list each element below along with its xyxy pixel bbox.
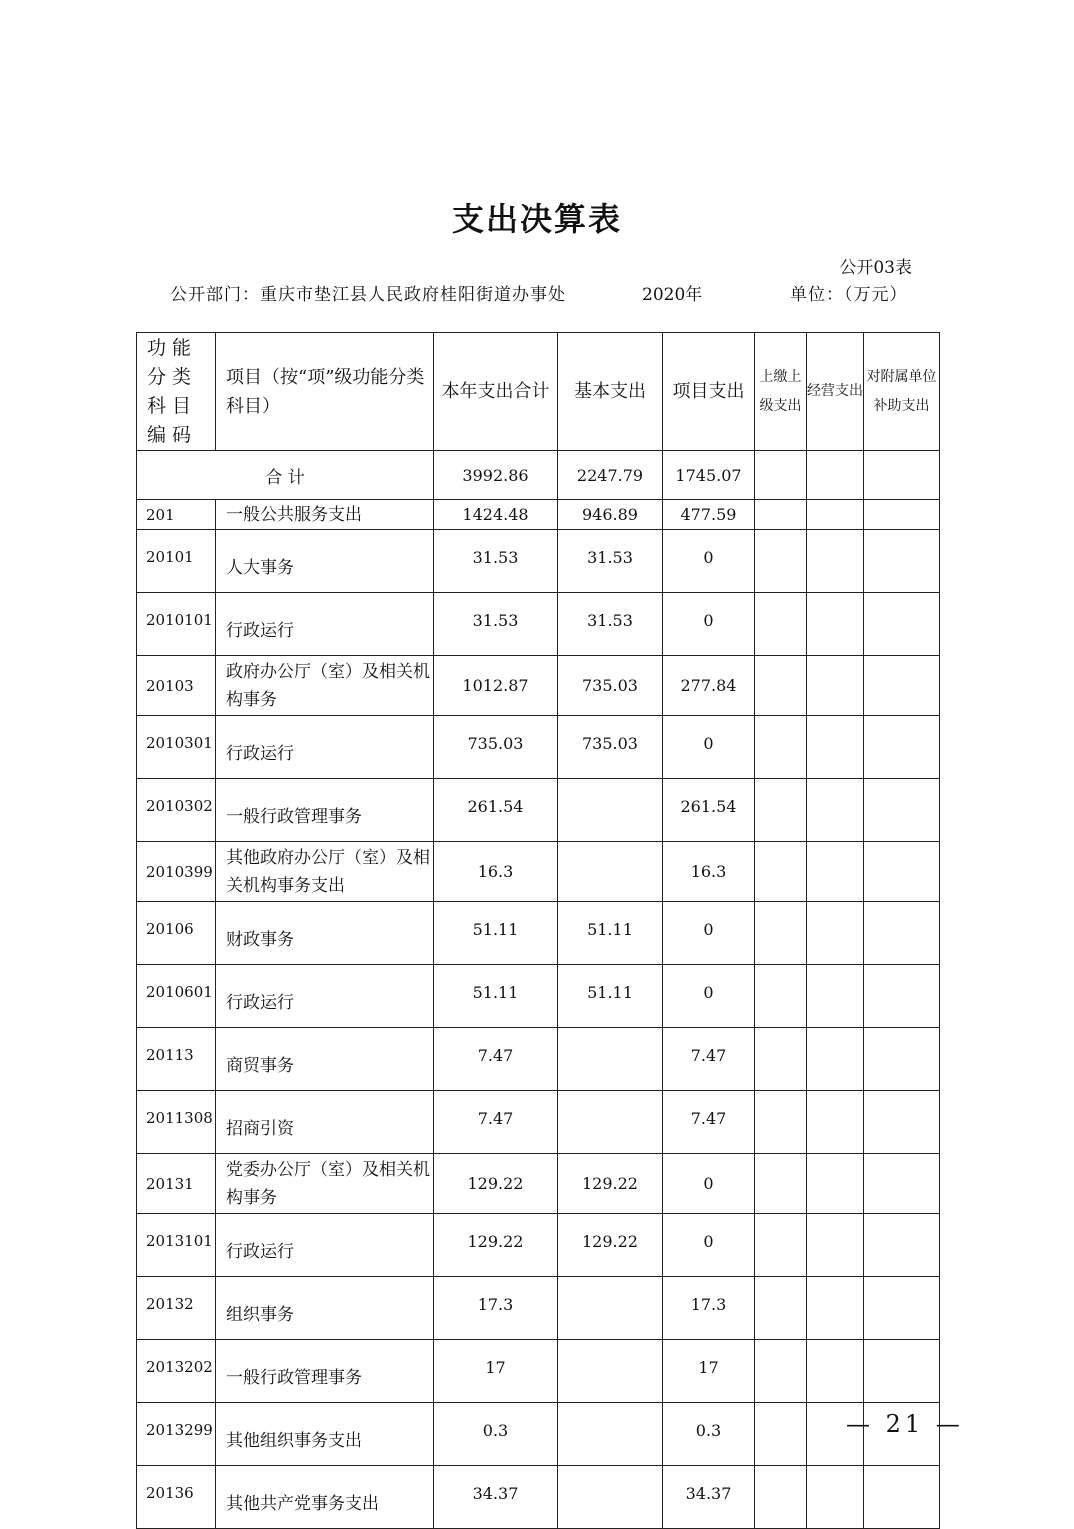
total-row	[137, 451, 940, 500]
row-project: 17.3	[663, 1277, 755, 1340]
row-code: 2013299	[137, 1403, 216, 1466]
row-business	[807, 1340, 864, 1403]
row-total: 129.22	[434, 1154, 558, 1214]
row-basic	[558, 1277, 663, 1340]
table-row	[137, 1028, 940, 1091]
table-row	[137, 779, 940, 842]
row-code: 201	[137, 500, 216, 530]
table-row	[137, 965, 940, 1028]
row-basic: 51.11	[558, 965, 663, 1028]
row-subsidy	[864, 593, 940, 656]
row-business	[807, 779, 864, 842]
header-basic: 基本支出	[558, 333, 663, 451]
table-row	[137, 593, 940, 656]
table-row	[137, 1154, 940, 1214]
row-total: 34.37	[434, 1466, 558, 1529]
row-upper	[755, 1403, 807, 1466]
row-subsidy	[864, 500, 940, 530]
row-project: 0	[663, 965, 755, 1028]
row-code: 20113	[137, 1028, 216, 1091]
row-subsidy	[864, 530, 940, 593]
row-code: 2013202	[137, 1340, 216, 1403]
row-total: 17.3	[434, 1277, 558, 1340]
row-total: 735.03	[434, 716, 558, 779]
row-upper	[755, 1214, 807, 1277]
row-total: 7.47	[434, 1091, 558, 1154]
row-business	[807, 902, 864, 965]
row-total: 51.11	[434, 902, 558, 965]
total-label: 合 计	[137, 451, 434, 500]
row-code: 20131	[137, 1154, 216, 1214]
row-upper	[755, 902, 807, 965]
row-total: 261.54	[434, 779, 558, 842]
row-total: 1424.48	[434, 500, 558, 530]
row-code: 2010399	[137, 842, 216, 902]
row-subsidy	[864, 1154, 940, 1214]
row-total: 1012.87	[434, 656, 558, 716]
row-project: 0	[663, 1154, 755, 1214]
row-upper	[755, 593, 807, 656]
row-basic: 735.03	[558, 716, 663, 779]
row-project: 277.84	[663, 656, 755, 716]
row-subsidy	[864, 1091, 940, 1154]
row-basic	[558, 1091, 663, 1154]
row-total: 7.47	[434, 1028, 558, 1091]
table-row	[137, 1403, 940, 1466]
row-business	[807, 1028, 864, 1091]
expenditure-table	[136, 332, 940, 1529]
row-subsidy	[864, 902, 940, 965]
row-subsidy	[864, 1340, 940, 1403]
row-basic	[558, 842, 663, 902]
row-code: 2010301	[137, 716, 216, 779]
table-row	[137, 716, 940, 779]
row-basic: 735.03	[558, 656, 663, 716]
table-row	[137, 530, 940, 593]
row-subsidy	[864, 779, 940, 842]
header-upper: 上缴上级支出	[755, 333, 807, 451]
row-basic	[558, 1403, 663, 1466]
row-code: 2010601	[137, 965, 216, 1028]
row-upper	[755, 965, 807, 1028]
row-name: 行政运行	[216, 593, 434, 656]
row-name: 商贸事务	[216, 1028, 434, 1091]
table-row	[137, 1340, 940, 1403]
row-subsidy	[864, 1028, 940, 1091]
row-basic: 51.11	[558, 902, 663, 965]
row-name: 一般公共服务支出	[216, 500, 434, 530]
row-upper	[755, 530, 807, 593]
total-subsidy	[864, 451, 940, 500]
row-name: 组织事务	[216, 1277, 434, 1340]
row-upper	[755, 1466, 807, 1529]
table-row	[137, 1466, 940, 1529]
row-basic	[558, 1340, 663, 1403]
row-project: 0	[663, 593, 755, 656]
row-business	[807, 1214, 864, 1277]
row-subsidy	[864, 1466, 940, 1529]
row-name: 其他政府办公厅（室）及相关机构事务支出	[216, 842, 434, 902]
total-project: 1745.07	[663, 451, 755, 500]
total-upper	[755, 451, 807, 500]
row-code: 20101	[137, 530, 216, 593]
row-name: 财政事务	[216, 902, 434, 965]
form-number: 公开03表	[839, 258, 912, 278]
table-row	[137, 500, 940, 530]
row-business	[807, 593, 864, 656]
row-code: 20132	[137, 1277, 216, 1340]
row-name: 一般行政管理事务	[216, 779, 434, 842]
row-upper	[755, 842, 807, 902]
row-total: 129.22	[434, 1214, 558, 1277]
row-code: 20136	[137, 1466, 216, 1529]
row-total: 16.3	[434, 842, 558, 902]
row-basic	[558, 779, 663, 842]
page-number: — 21 —	[846, 1410, 964, 1438]
row-upper	[755, 1091, 807, 1154]
header-code: 功能分类科目编码	[137, 333, 216, 451]
total-business	[807, 451, 864, 500]
row-subsidy	[864, 1277, 940, 1340]
row-name: 其他共产党事务支出	[216, 1466, 434, 1529]
row-name: 行政运行	[216, 1214, 434, 1277]
row-code: 2013101	[137, 1214, 216, 1277]
unit-label: 单位：（万元）	[790, 285, 908, 305]
row-business	[807, 656, 864, 716]
row-basic: 31.53	[558, 593, 663, 656]
row-code: 2011308	[137, 1091, 216, 1154]
header-name: 项目（按“项”级功能分类科目）	[216, 333, 434, 451]
row-upper	[755, 1028, 807, 1091]
row-basic	[558, 1466, 663, 1529]
row-code: 20103	[137, 656, 216, 716]
total-total: 3992.86	[434, 451, 558, 500]
row-total: 17	[434, 1340, 558, 1403]
row-project: 0	[663, 1214, 755, 1277]
row-upper	[755, 1340, 807, 1403]
row-upper	[755, 500, 807, 530]
row-upper	[755, 1154, 807, 1214]
row-upper	[755, 1277, 807, 1340]
row-basic: 31.53	[558, 530, 663, 593]
row-project: 7.47	[663, 1091, 755, 1154]
row-name: 人大事务	[216, 530, 434, 593]
row-business	[807, 716, 864, 779]
row-basic: 946.89	[558, 500, 663, 530]
row-code: 20106	[137, 902, 216, 965]
row-project: 17	[663, 1340, 755, 1403]
row-project: 477.59	[663, 500, 755, 530]
row-upper	[755, 656, 807, 716]
row-project: 0	[663, 530, 755, 593]
row-total: 0.3	[434, 1403, 558, 1466]
total-basic: 2247.79	[558, 451, 663, 500]
table-row	[137, 902, 940, 965]
row-project: 34.37	[663, 1466, 755, 1529]
row-total: 51.11	[434, 965, 558, 1028]
row-project: 7.47	[663, 1028, 755, 1091]
row-project: 16.3	[663, 842, 755, 902]
table-row	[137, 656, 940, 716]
row-name: 招商引资	[216, 1091, 434, 1154]
row-business	[807, 1091, 864, 1154]
row-business	[807, 1277, 864, 1340]
table-row	[137, 1277, 940, 1340]
row-upper	[755, 716, 807, 779]
page-title: 支出决算表	[451, 200, 622, 238]
department-label: 公开部门：重庆市垫江县人民政府桂阳街道办事处	[170, 285, 566, 305]
row-business	[807, 1154, 864, 1214]
row-subsidy	[864, 716, 940, 779]
row-business	[807, 965, 864, 1028]
row-project: 261.54	[663, 779, 755, 842]
row-subsidy	[864, 965, 940, 1028]
row-project: 0	[663, 902, 755, 965]
header-project: 项目支出	[663, 333, 755, 451]
row-business	[807, 530, 864, 593]
row-name: 行政运行	[216, 965, 434, 1028]
row-name: 党委办公厅（室）及相关机构事务	[216, 1154, 434, 1214]
row-basic: 129.22	[558, 1214, 663, 1277]
row-upper	[755, 779, 807, 842]
row-total: 31.53	[434, 593, 558, 656]
row-total: 31.53	[434, 530, 558, 593]
row-business	[807, 842, 864, 902]
table-row	[137, 1214, 940, 1277]
row-name: 一般行政管理事务	[216, 1340, 434, 1403]
row-project: 0.3	[663, 1403, 755, 1466]
row-code: 2010302	[137, 779, 216, 842]
row-project: 0	[663, 716, 755, 779]
row-name: 政府办公厅（室）及相关机构事务	[216, 656, 434, 716]
header-total: 本年支出合计	[434, 333, 558, 451]
row-basic: 129.22	[558, 1154, 663, 1214]
table-row	[137, 1091, 940, 1154]
table-header-row	[137, 333, 940, 451]
row-subsidy	[864, 1214, 940, 1277]
row-name: 其他组织事务支出	[216, 1403, 434, 1466]
table-row	[137, 842, 940, 902]
row-basic	[558, 1028, 663, 1091]
row-code: 2010101	[137, 593, 216, 656]
row-subsidy	[864, 842, 940, 902]
row-business	[807, 500, 864, 530]
header-business: 经营支出	[807, 333, 864, 451]
row-subsidy	[864, 656, 940, 716]
row-business	[807, 1466, 864, 1529]
header-subsidy: 对附属单位补助支出	[864, 333, 940, 451]
row-name: 行政运行	[216, 716, 434, 779]
year-label: 2020年	[642, 285, 703, 305]
